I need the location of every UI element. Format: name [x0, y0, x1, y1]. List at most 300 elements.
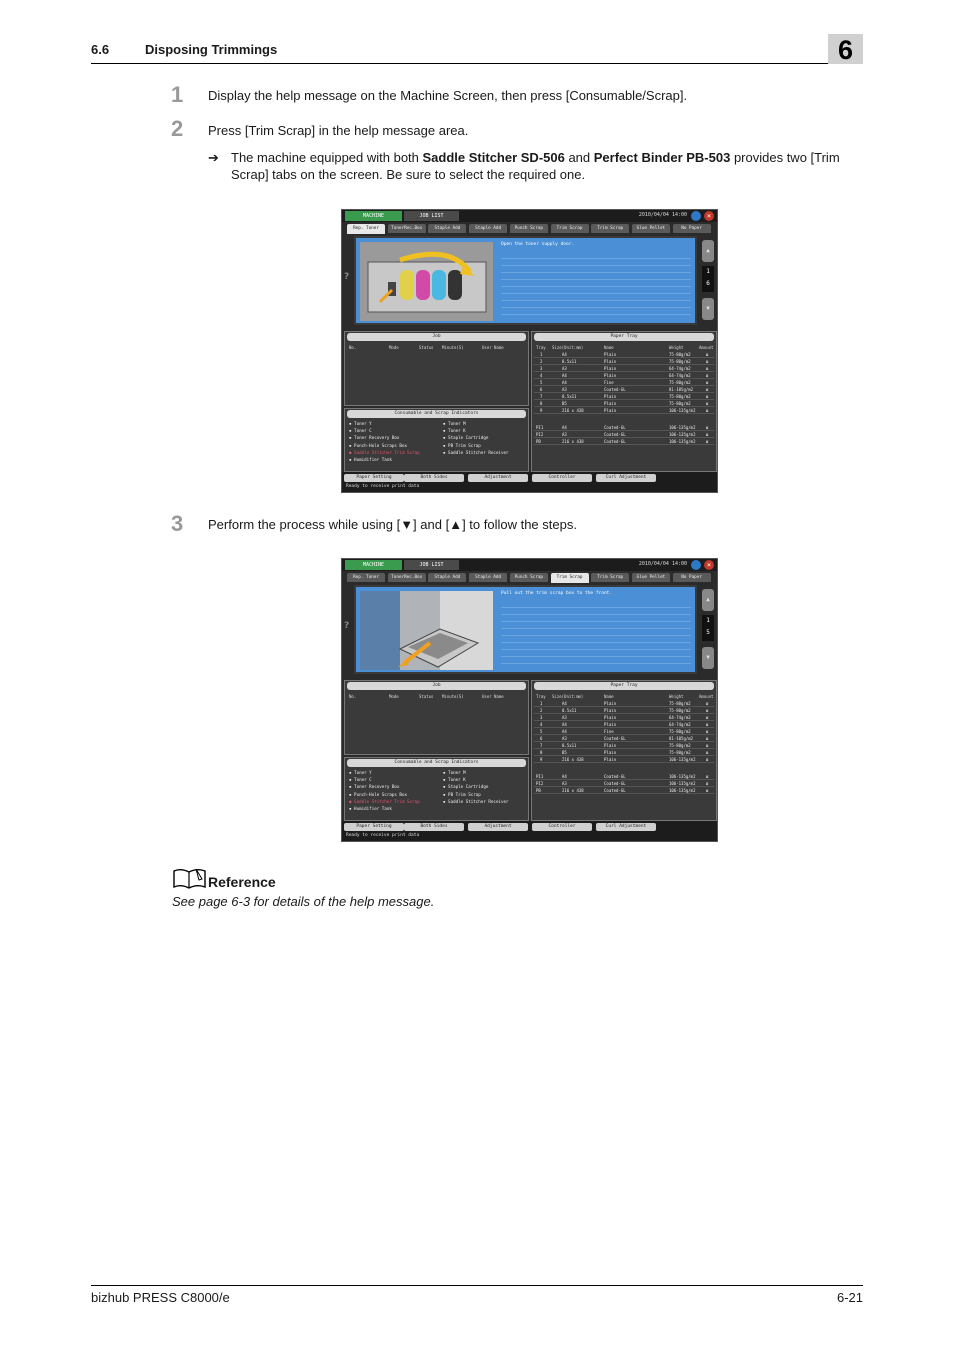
tab-rep-toner[interactable]: Rep. Toner — [347, 224, 385, 234]
tray-cell: 81-105g/m2 — [669, 387, 694, 392]
info-icon[interactable] — [691, 560, 701, 570]
scroll-up-button[interactable]: ▲ — [702, 589, 714, 611]
amount-bars-icon: ≣ — [706, 722, 709, 727]
amount-bars-icon: ≣ — [706, 380, 709, 385]
job-column-header: No. — [349, 345, 357, 350]
step-2-text: Press [Trim Scrap] in the help message area. — [208, 123, 469, 138]
tray-cell: 64-74g/m2 — [669, 373, 691, 378]
tray-cell: 9 — [540, 408, 543, 413]
tray-cell: 4 — [540, 373, 543, 378]
tab-no-paper[interactable]: No Paper — [673, 573, 711, 582]
tray-row[interactable] — [534, 365, 714, 372]
bottom-button-adjustment[interactable]: Adjustment — [468, 474, 528, 482]
consumables-panel — [344, 757, 529, 821]
amount-bars-icon: ≣ — [706, 750, 709, 755]
amount-bars-icon: ≣ — [706, 352, 709, 357]
tray-cell: 8 — [540, 401, 543, 406]
tray-cell: PI1 — [536, 425, 544, 430]
tray-cell: 106-135g/m2 — [669, 774, 696, 779]
tray-row[interactable] — [534, 407, 714, 414]
tray-row[interactable] — [534, 780, 714, 787]
tray-cell: Coated-GL — [604, 432, 626, 437]
tray-cell: 75-80g/m2 — [669, 394, 691, 399]
consumable-row[interactable] — [347, 442, 526, 449]
tray-cell: 106-135g/m2 — [669, 781, 696, 786]
job-panel — [344, 680, 529, 755]
tray-cell: 64-74g/m2 — [669, 722, 691, 727]
page-indicator — [702, 615, 714, 641]
consumable-left: ● Saddle Stitcher Trim Scrap — [349, 798, 420, 804]
reference-text: See page 6-3 for details of the help message. — [172, 894, 435, 909]
tray-column-header: Tray — [536, 345, 546, 350]
tray-cell: 1 — [540, 352, 543, 357]
tray-cell: Plain — [604, 366, 617, 371]
tray-cell: 7 — [540, 394, 543, 399]
note-text-3: provides two [Trim Scrap] tabs on the screen. Be sure to select the required one. — [231, 150, 840, 182]
tray-cell: PI2 — [536, 781, 544, 786]
tray-cell: A4 — [562, 722, 567, 727]
consumable-right: ▪ Toner M — [443, 421, 466, 426]
tab-tonerrec-box[interactable]: TonerRec.Box — [388, 224, 426, 233]
tray-columns — [534, 693, 714, 700]
tray-cell: 2 — [540, 359, 543, 364]
help-icon[interactable]: ? — [344, 272, 350, 282]
note-text-2: and — [564, 150, 594, 165]
tray-row[interactable] — [534, 386, 714, 393]
tray-cell: 4 — [540, 722, 543, 727]
amount-bars-icon: ≣ — [706, 359, 709, 364]
job-list-button[interactable]: JOB LIST — [404, 211, 459, 221]
consumable-row[interactable] — [347, 783, 526, 790]
tray-cell: Plain — [604, 722, 617, 727]
tab-trim-scrap[interactable]: Trim Scrap — [591, 573, 629, 582]
tray-cell: 6 — [540, 387, 543, 392]
amount-bars-icon: ≣ — [706, 366, 709, 371]
tab-no-paper[interactable]: No Paper — [673, 224, 711, 233]
tray-cell: 75-80g/m2 — [669, 729, 691, 734]
help-message-text: Pull out the trim scrap box to the front. — [501, 591, 613, 596]
tray-row[interactable] — [534, 742, 714, 749]
footer-page-number: 6-21 — [836, 1290, 863, 1305]
tray-cell: Plain — [604, 743, 617, 748]
consumables-rows — [347, 769, 526, 812]
tray-cell: PB — [536, 439, 541, 444]
bottom-button-both-sides[interactable]: Both Sides — [404, 474, 464, 482]
tray-cell: 9 — [540, 757, 543, 762]
tray-cell: 3 — [540, 715, 543, 720]
consumables-header: Consumable and Scrap Indicators — [347, 759, 526, 767]
consumable-row[interactable] — [347, 456, 526, 463]
tray-row[interactable] — [534, 728, 714, 735]
amount-bars-icon: ≣ — [706, 743, 709, 748]
consumable-left: ▪ Toner Recovery Box — [349, 435, 400, 441]
tray-column-header: Weight — [669, 345, 684, 350]
consumable-row[interactable] — [347, 769, 526, 776]
consumable-row[interactable] — [347, 776, 526, 783]
tray-cell: 1 — [540, 701, 543, 706]
amount-bars-icon: ≣ — [706, 715, 709, 720]
reference-book-icon — [172, 867, 207, 891]
status-text: Ready to receive print data — [346, 484, 420, 489]
consumable-left: ▪ Humidifier Tank — [349, 805, 392, 811]
job-panel-header: Job — [347, 333, 526, 341]
tray-cell: 75-80g/m2 — [669, 743, 691, 748]
datetime: 2010/04/04 14:00 — [638, 561, 687, 567]
tray-column-header: Name — [604, 345, 614, 350]
machine-button[interactable]: MACHINE — [345, 211, 402, 221]
consumable-row[interactable] — [347, 420, 526, 427]
tray-cell: A4 — [562, 352, 567, 357]
tray-cell: A4 — [562, 373, 567, 378]
consumable-left: ▪ Humidifier Tank — [349, 456, 392, 462]
page-indicator — [702, 266, 714, 292]
consumable-row[interactable] — [347, 434, 526, 441]
footer-rule — [91, 1285, 863, 1286]
tray-cell: Plain — [604, 352, 617, 357]
amount-bars-icon: ≣ — [706, 781, 709, 786]
tray-rows-extra — [534, 424, 714, 445]
tray-cell: Plain — [604, 359, 617, 364]
tray-cell: 216 x 438 — [562, 439, 584, 444]
tray-cell: Plain — [604, 394, 617, 399]
tray-row[interactable] — [534, 393, 714, 400]
tray-row[interactable] — [534, 714, 714, 721]
tray-cell: B5 — [562, 401, 567, 406]
help-message-area — [354, 236, 697, 325]
tray-cell: 5 — [540, 729, 543, 734]
page-total: 6 — [706, 280, 710, 287]
job-column-header: Mode — [389, 694, 399, 699]
amount-bars-icon: ≣ — [706, 387, 709, 392]
tray-cell: 64-74g/m2 — [669, 366, 691, 371]
consumable-right: ▪ Toner K — [443, 428, 466, 434]
tray-cell: 2 — [540, 708, 543, 713]
tray-row[interactable] — [534, 358, 714, 365]
consumable-left: ▪ Toner Y — [349, 770, 372, 775]
tray-column-header: Name — [604, 694, 614, 699]
tray-cell: Plain — [604, 757, 617, 762]
job-column-header: Mode — [389, 345, 399, 350]
tray-cell: Coated-GL — [604, 736, 626, 741]
tray-row[interactable] — [534, 379, 714, 386]
consumable-left: ▪ Toner Recovery Box — [349, 784, 400, 790]
tray-cell: 8 — [540, 750, 543, 755]
status-text: Ready to receive print data — [346, 833, 420, 838]
step-2-number: 2 — [171, 116, 184, 141]
consumable-right: ▪ Staple Cartridge — [443, 435, 489, 441]
close-icon[interactable]: × — [704, 560, 714, 570]
tray-column-header: Tray — [536, 694, 546, 699]
tray-row[interactable] — [534, 351, 714, 358]
bottom-button-both-sides[interactable]: Both Sides — [404, 823, 464, 831]
consumables-header: Consumable and Scrap Indicators — [347, 410, 526, 418]
help-message-area — [354, 585, 697, 674]
tray-cell: Fine — [604, 380, 614, 385]
tray-cell: 106-135g/m2 — [669, 408, 696, 413]
consumable-right: ▪ PB Trim Scrap — [443, 791, 481, 797]
tray-column-header: Amount — [699, 345, 714, 350]
tray-row[interactable] — [534, 721, 714, 728]
consumable-right: ▪ Saddle Stitcher Receiver — [443, 449, 509, 455]
help-icon[interactable]: ? — [344, 621, 350, 631]
tray-row[interactable] — [534, 773, 714, 780]
page-total: 5 — [706, 629, 710, 636]
screen-top-bar — [342, 559, 717, 571]
tray-cell: A3 — [562, 715, 567, 720]
consumable-left: ▪ Punch-Hole Scraps Box — [349, 791, 407, 797]
job-column-header: User Name — [482, 694, 504, 699]
amount-bars-icon: ≣ — [706, 701, 709, 706]
consumable-row[interactable] — [347, 805, 526, 812]
amount-bars-icon: ≣ — [706, 736, 709, 741]
tab-punch-scrap[interactable]: Punch Scrap — [510, 573, 548, 582]
tray-cell: A4 — [562, 774, 567, 779]
tray-cell: Plain — [604, 408, 617, 413]
tray-row[interactable] — [534, 787, 714, 794]
consumable-left: ▪ Toner C — [349, 428, 372, 434]
tray-row[interactable] — [534, 756, 714, 763]
amount-bars-icon: ≣ — [706, 408, 709, 413]
consumables-panel — [344, 408, 529, 472]
consumable-left: ▪ Toner C — [349, 777, 372, 783]
consumable-right: ▪ Staple Cartridge — [443, 784, 489, 790]
tray-cell: A4 — [562, 729, 567, 734]
amount-bars-icon: ≣ — [706, 425, 709, 430]
tab-trim-scrap[interactable]: Trim Scrap — [551, 573, 589, 583]
tray-row[interactable] — [534, 400, 714, 407]
tray-cell: 75-80g/m2 — [669, 750, 691, 755]
tray-cell: 3 — [540, 366, 543, 371]
tray-rows — [534, 351, 714, 414]
amount-bars-icon: ≣ — [706, 373, 709, 378]
tray-columns — [534, 344, 714, 351]
paper-tray-header: Paper Tray — [534, 682, 714, 690]
tray-cell: 6 — [540, 736, 543, 741]
tray-cell: 106-135g/m2 — [669, 432, 696, 437]
tray-cell: A3 — [562, 387, 567, 392]
tray-cell: 216 x 438 — [562, 757, 584, 762]
info-icon[interactable] — [691, 211, 701, 221]
tray-cell: 106-135g/m2 — [669, 439, 696, 444]
bottom-button-paper-setting[interactable]: Paper Setting — [344, 823, 404, 831]
tray-row[interactable] — [534, 700, 714, 707]
tray-cell: A3 — [562, 366, 567, 371]
machine-button[interactable]: MACHINE — [345, 560, 402, 570]
tab-trim-scrap[interactable]: Trim Scrap — [551, 224, 589, 233]
tray-cell: 5 — [540, 380, 543, 385]
tray-column-header: Size(Unit:mm) — [552, 694, 584, 699]
tray-cell: Coated-GL — [604, 774, 626, 779]
tray-cell: Plain — [604, 715, 617, 720]
tray-cell: 81-105g/m2 — [669, 736, 694, 741]
consumable-row[interactable] — [347, 449, 526, 456]
bottom-button-controller[interactable]: Controller — [532, 823, 592, 831]
tray-cell: 75-80g/m2 — [669, 701, 691, 706]
tray-cell: 75-80g/m2 — [669, 380, 691, 385]
tray-cell: 106-135g/m2 — [669, 425, 696, 430]
paper-tray-panel — [531, 331, 717, 472]
tray-column-header: Amount — [699, 694, 714, 699]
help-tabs — [347, 224, 714, 234]
scroll-down-button[interactable]: ▼ — [702, 298, 714, 320]
screen-bottom-bar — [342, 821, 717, 841]
chapter-tab — [828, 34, 863, 64]
job-column-header: Status — [419, 345, 434, 350]
note-text-1: The machine equipped with both — [231, 150, 423, 165]
help-illustration — [360, 242, 493, 321]
page-current: 1 — [706, 617, 710, 624]
tray-cell: A3 — [562, 432, 567, 437]
job-panel-header: Job — [347, 682, 526, 690]
tray-cell: Coated-GL — [604, 781, 626, 786]
section-title: Disposing Trimmings — [145, 42, 278, 57]
tray-cell: Plain — [604, 708, 617, 713]
job-panel — [344, 331, 529, 406]
tray-cell: Plain — [604, 373, 617, 378]
tray-cell: B5 — [562, 750, 567, 755]
step-1-text: Display the help message on the Machine Screen, then press [Consumable/Scrap]. — [208, 88, 688, 103]
screen-top-bar — [342, 210, 717, 222]
help-illustration — [360, 591, 493, 670]
tab-trim-scrap[interactable]: Trim Scrap — [591, 224, 629, 233]
tray-cell: 216 x 438 — [562, 408, 584, 413]
consumables-rows — [347, 420, 526, 463]
tray-rows-extra — [534, 773, 714, 794]
tray-cell: 75-80g/m2 — [669, 708, 691, 713]
tray-column-header: Size(Unit:mm) — [552, 345, 584, 350]
tray-cell: Plain — [604, 750, 617, 755]
tray-row[interactable] — [534, 707, 714, 714]
help-message-lines — [501, 252, 691, 317]
job-column-header: Status — [419, 694, 434, 699]
machine-screen-1 — [341, 209, 718, 493]
amount-bars-icon: ≣ — [706, 439, 709, 444]
amount-bars-icon: ≣ — [706, 394, 709, 399]
tray-cell: PI2 — [536, 432, 544, 437]
consumable-right: ▪ Toner K — [443, 777, 466, 783]
step-1-number: 1 — [171, 82, 184, 107]
job-column-header: No. — [349, 694, 357, 699]
chapter-number: 6 — [837, 35, 854, 65]
bottom-button-paper-setting[interactable]: Paper Setting — [344, 474, 404, 482]
tab-staple-add[interactable]: Staple Add — [469, 573, 507, 582]
consumable-right: ▪ Toner M — [443, 770, 466, 775]
job-list-button[interactable]: JOB LIST — [404, 560, 459, 570]
page-current: 1 — [706, 268, 710, 275]
help-tabs — [347, 573, 714, 583]
amount-bars-icon: ≣ — [706, 788, 709, 793]
bottom-button-controller[interactable]: Controller — [532, 474, 592, 482]
tray-cell: A4 — [562, 425, 567, 430]
tray-row[interactable] — [534, 424, 714, 431]
datetime: 2010/04/04 14:00 — [638, 212, 687, 218]
consumable-row[interactable] — [347, 798, 526, 805]
tray-cell: A4 — [562, 701, 567, 706]
tray-rows — [534, 700, 714, 763]
note-bold-saddle-stitcher: Saddle Stitcher SD-506 — [422, 150, 565, 165]
tray-cell: 64-74g/m2 — [669, 715, 691, 720]
tab-staple-add[interactable]: Staple Add — [428, 573, 466, 582]
scroll-up-button[interactable]: ▲ — [702, 240, 714, 262]
job-columns — [347, 344, 526, 351]
bottom-button-curl-adjustment[interactable]: Curl Adjustment — [596, 474, 656, 482]
consumable-row[interactable] — [347, 427, 526, 434]
tray-cell: 8.5x11 — [562, 359, 577, 364]
arrow-icon: ➔ — [208, 150, 219, 165]
tab-rep-toner[interactable]: Rep. Toner — [347, 573, 385, 582]
consumable-left: ▪ Toner Y — [349, 421, 372, 426]
tray-cell: 75-80g/m2 — [669, 352, 691, 357]
job-columns — [347, 693, 526, 700]
job-column-header: Minute(S) — [442, 345, 464, 350]
tray-cell: Fine — [604, 729, 614, 734]
step-2-note — [208, 149, 858, 183]
tab-glue-pellet[interactable]: Glue Pellet — [632, 224, 670, 233]
amount-bars-icon: ≣ — [706, 708, 709, 713]
tray-cell: Coated-GL — [604, 425, 626, 430]
tray-cell: Coated-GL — [604, 387, 626, 392]
help-message-text: Open the toner supply door. — [501, 242, 575, 247]
consumable-left: ▪ Punch-Hole Scraps Box — [349, 442, 407, 448]
tab-tonerrec-box[interactable]: TonerRec.Box — [388, 573, 426, 582]
tray-cell: 216 x 438 — [562, 788, 584, 793]
reference-title: Reference — [208, 874, 276, 890]
job-column-header: User Name — [482, 345, 504, 350]
tray-cell: Plain — [604, 401, 617, 406]
tab-punch-scrap[interactable]: Punch Scrap — [510, 224, 548, 233]
tray-cell: A3 — [562, 736, 567, 741]
amount-bars-icon: ≣ — [706, 432, 709, 437]
bottom-button-adjustment[interactable]: Adjustment — [468, 823, 528, 831]
tray-cell: A3 — [562, 781, 567, 786]
tray-cell: 8.5x11 — [562, 394, 577, 399]
tray-cell: A4 — [562, 380, 567, 385]
tray-cell: PI1 — [536, 774, 544, 779]
amount-bars-icon: ≣ — [706, 774, 709, 779]
tray-cell: Plain — [604, 701, 617, 706]
step-3-text: Perform the process while using [▼] and [▲] to follow the steps. — [208, 517, 577, 532]
tray-cell: 106-135g/m2 — [669, 757, 696, 762]
tray-row[interactable] — [534, 735, 714, 742]
tray-row[interactable] — [534, 372, 714, 379]
consumable-right: ▪ Saddle Stitcher Receiver — [443, 798, 509, 804]
machine-screen-2 — [341, 558, 718, 842]
bottom-button-curl-adjustment[interactable]: Curl Adjustment — [596, 823, 656, 831]
consumable-row[interactable] — [347, 791, 526, 798]
tray-cell: 75-80g/m2 — [669, 359, 691, 364]
paper-tray-panel — [531, 680, 717, 821]
tray-row[interactable] — [534, 431, 714, 438]
step-3-number: 3 — [171, 511, 184, 536]
scroll-down-button[interactable]: ▼ — [702, 647, 714, 669]
tab-staple-add[interactable]: Staple Add — [469, 224, 507, 233]
tab-staple-add[interactable]: Staple Add — [428, 224, 466, 233]
paper-tray-header: Paper Tray — [534, 333, 714, 341]
footer-product: bizhub PRESS C8000/e — [91, 1290, 230, 1305]
note-bold-perfect-binder: Perfect Binder PB-503 — [593, 150, 731, 165]
tab-glue-pellet[interactable]: Glue Pellet — [632, 573, 670, 582]
section-number: 6.6 — [91, 42, 110, 57]
tray-cell: 8.5x11 — [562, 708, 577, 713]
help-message-lines — [501, 601, 691, 666]
job-column-header: Minute(S) — [442, 694, 464, 699]
tray-row[interactable] — [534, 438, 714, 445]
consumable-right: ▪ PB Trim Scrap — [443, 442, 481, 448]
header-rule — [91, 63, 863, 64]
close-icon[interactable]: × — [704, 211, 714, 221]
tray-row[interactable] — [534, 749, 714, 756]
tray-cell: Coated-GL — [604, 439, 626, 444]
